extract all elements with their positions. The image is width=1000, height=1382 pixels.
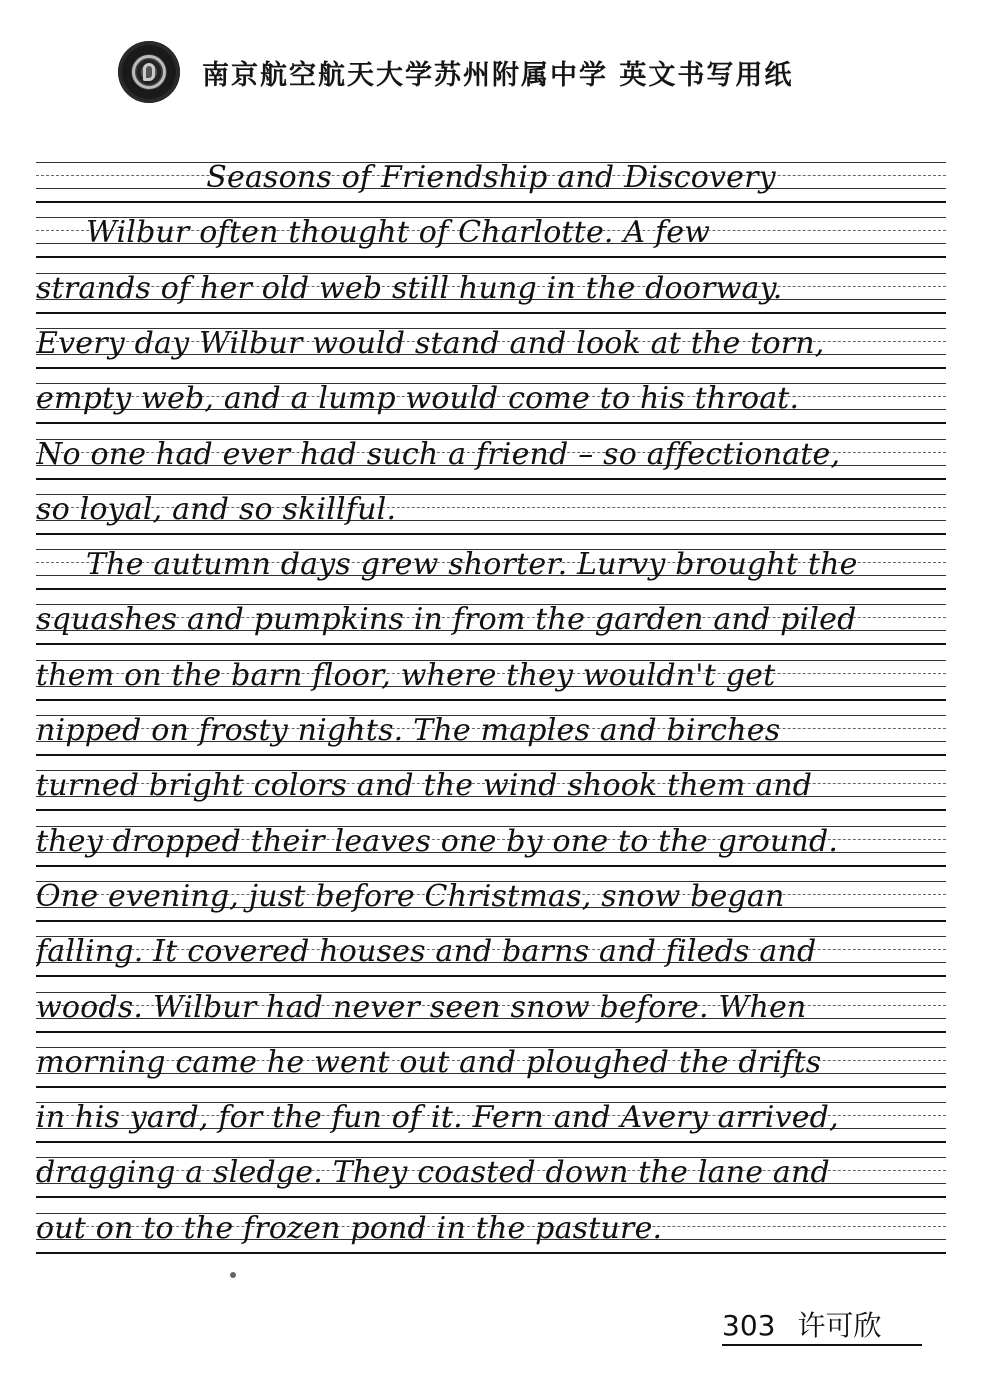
essay-line-text: empty web, and a lump would come to his throat. xyxy=(36,381,800,417)
essay-line xyxy=(36,592,946,647)
essay-line-text: falling. It covered houses and barns and fileds and xyxy=(36,934,817,970)
essay-line xyxy=(36,703,946,758)
essay-line-text: in his yard, for the fun of it. Fern and Avery arrived, xyxy=(36,1100,839,1136)
essay-line xyxy=(36,1090,946,1145)
essay-line-text: out on to the frozen pond in the pasture. xyxy=(36,1210,663,1246)
essay-line-text: they dropped their leaves one by one to the ground. xyxy=(36,823,839,859)
essay-line xyxy=(36,482,946,537)
essay-line-text: One evening, just before Christmas, snow began xyxy=(36,878,785,914)
essay-line xyxy=(36,371,946,426)
essay-line-text: nipped on frosty nights. The maples and birches xyxy=(36,713,781,748)
essay-line xyxy=(36,537,946,592)
essay-line-text: dragging a sledge. They coasted down the lane and xyxy=(36,1155,830,1191)
essay-line xyxy=(36,648,946,703)
essay-line xyxy=(36,1145,946,1200)
essay-line-text: Every day Wilbur would stand and look at the torn, xyxy=(36,325,825,361)
title-line xyxy=(36,150,946,205)
essay-title: Seasons of Friendship and Discovery xyxy=(206,160,776,195)
page-header xyxy=(118,40,878,104)
essay-line xyxy=(36,869,946,924)
school-title: 南京航空航天大学苏州附属中学 英文书写用纸 xyxy=(202,59,794,91)
essay-line-text: morning came he went out and ploughed the drifts xyxy=(36,1044,822,1080)
ink-speck xyxy=(230,1272,236,1278)
student-signature xyxy=(722,1308,922,1346)
essay-line xyxy=(36,980,946,1035)
writing-paper xyxy=(36,150,946,1280)
essay-line xyxy=(36,261,946,316)
student-name: 许可欣 xyxy=(797,1309,882,1342)
essay-line xyxy=(36,1035,946,1090)
essay-line-text: No one had ever had such a friend – so affectionate, xyxy=(36,436,841,472)
essay-line-text: so loyal, and so skillful. xyxy=(36,491,397,527)
school-logo xyxy=(118,41,180,103)
essay-line xyxy=(36,205,946,260)
essay-line xyxy=(36,758,946,813)
essay-line-text: woods. Wilbur had never seen snow before. When xyxy=(36,989,807,1025)
essay-line-text: turned bright colors and the wind shook them and xyxy=(36,768,813,804)
essay-line-text: Wilbur often thought of Charlotte. A few xyxy=(86,215,711,251)
essay-line xyxy=(36,924,946,979)
essay-line xyxy=(36,316,946,371)
essay-line-text: them on the barn floor, where they wouldn't get xyxy=(36,657,776,693)
essay-line xyxy=(36,1201,946,1256)
essay-line-text: squashes and pumpkins in from the garden and piled xyxy=(36,602,857,638)
essay-line-text: strands of her old web still hung in the doorway. xyxy=(36,270,783,306)
class-number: 303 xyxy=(722,1309,776,1342)
essay-line xyxy=(36,814,946,869)
essay-line-text: The autumn days grew shorter. Lurvy brought the xyxy=(86,547,858,583)
essay-line xyxy=(36,427,946,482)
